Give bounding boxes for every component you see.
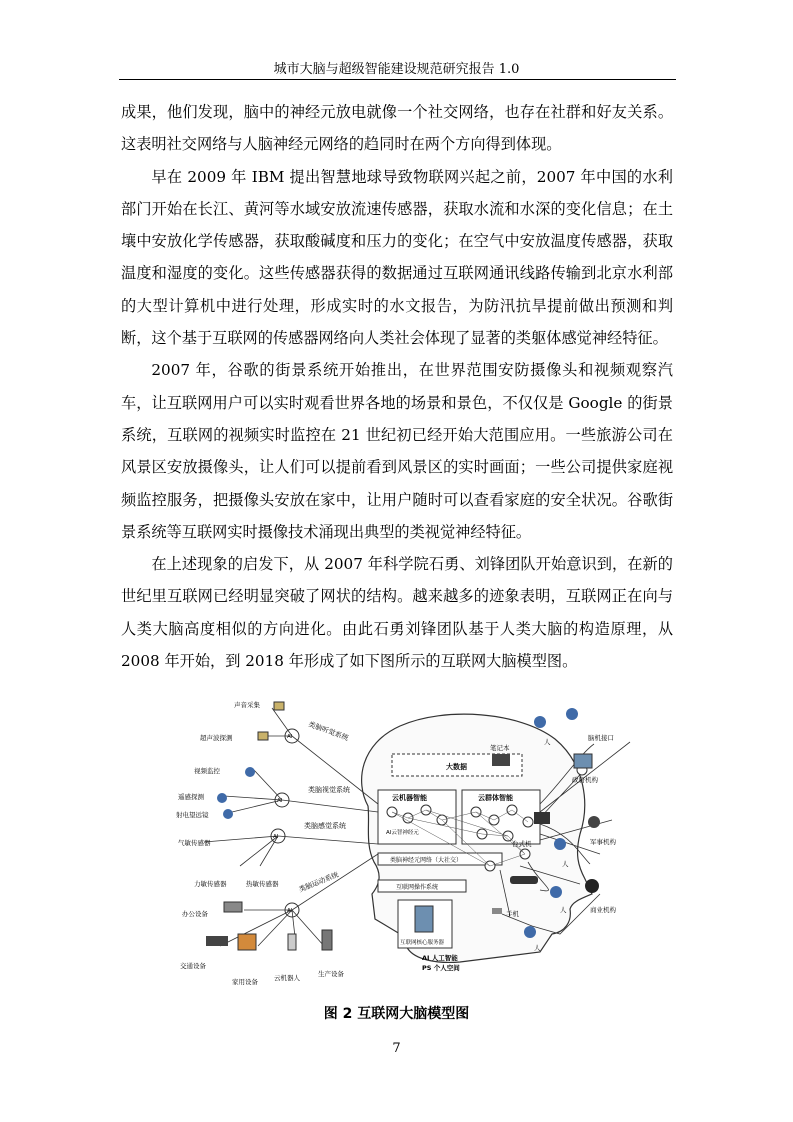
server-icon <box>415 906 433 932</box>
label-laptop: 笔记本 <box>490 744 510 752</box>
label-phone: 手机 <box>506 910 519 918</box>
label-force: 力敏传感器 <box>194 880 227 888</box>
hub-ai-1: AI <box>287 734 293 740</box>
hub-ai-4: AI <box>287 908 293 914</box>
header-rule <box>119 79 676 80</box>
neural-net-label: 类脑神经元网络（大社交） <box>390 857 463 864</box>
label-business: 商业机构 <box>590 906 616 914</box>
label-military: 军事机构 <box>590 838 616 846</box>
internet-brain-model-figure <box>160 694 640 986</box>
label-gov: 政府机构 <box>572 776 598 784</box>
label-ultrasonic: 超声波探测 <box>200 734 233 742</box>
label-sound: 声音采集 <box>234 701 260 709</box>
hub-ai-3: AI <box>273 834 279 840</box>
page-number: 7 <box>392 1041 401 1056</box>
label-robot: 云机器人 <box>274 974 300 982</box>
label-desktop: 台式机 <box>512 840 532 848</box>
label-production: 生产设备 <box>318 970 344 978</box>
legend-ps: PS 个人空间 <box>422 964 460 972</box>
label-person-1: 人 <box>544 738 551 746</box>
label-office: 办公设备 <box>182 910 208 918</box>
ai-brain-label: AI云智神经元 <box>386 830 419 836</box>
label-person-2: 人 <box>562 860 569 868</box>
paragraph-2: 早在 2009 年 IBM 提出智慧地球导致物联网兴起之前，2007 年中国的水利部门开始在长江、黄河等水域安放流速传感器，获取水流和水深的变化信息；在土壤中安放化学传感器，获取酸碱度和压力的变化；在空气中安放温度传感器，获取温度和湿度的变化。这些传感器获得的数据通过互联网通讯线路传输到北京水利部的大型计算机中进行处理，形成实时的水文报告，为防汛抗旱提前做出预测和判断，这个基于互联网的传感器网络向人类社会体现了显著的类躯体感觉神经特征。 <box>121 167 673 348</box>
core-server-label: 互联网核心服务器 <box>400 940 445 946</box>
label-video: 视频监控 <box>194 767 220 775</box>
label-home: 家用设备 <box>232 978 258 986</box>
system-labels <box>297 719 350 893</box>
label-sensory: 类脑感觉系统 <box>304 822 346 830</box>
label-telescope: 射电望远镜 <box>176 811 209 819</box>
left-hubs <box>271 729 299 917</box>
label-person-4: 人 <box>534 944 541 952</box>
paragraph-4: 在上述现象的启发下，从 2007 年科学院石勇、刘锋团队开始意识到，在新的世纪里互联网已经明显突破了网状的结构。越来越多的迹象表明，互联网正在向与人类大脑高度相似的方向进化。由此石勇刘锋团队基于人类大脑的构造原理，从 2008 年开始，到 2018 年形成了如下图所示的互联网大脑模型图。 <box>121 555 673 671</box>
paragraph-3: 2007 年，谷歌的街景系统开始推出，在世界范围安防摄像头和视频观察汽车，让互联网用户可以实时观看世界各地的场景和景色，不仅仅是 Google 的街景系统，互联网的视频实时监控在 21 世纪初已经开始大范围应用。一些旅游公司在风景区安放摄像头，让人们可以提前看到风景区的实时画面；一些公司提供家庭视频监控服务，把摄像头安放在家中，让用户随时可以查看家庭的安全状况。谷歌街景系统等互联网实时摄像技术涌现出典型的类视觉神经特征。 <box>121 361 673 541</box>
label-visual: 类脑视觉系统 <box>308 786 350 794</box>
label-auditory: 类脑听觉系统 <box>307 720 350 743</box>
label-person-3: 人 <box>560 906 567 914</box>
figure-caption: 图 2 互联网大脑模型图 <box>323 1006 470 1022</box>
bigdata-label: 大数据 <box>446 763 467 771</box>
label-heat: 热敏传感器 <box>246 880 279 888</box>
label-gas: 气敏传感器 <box>178 839 211 847</box>
label-traffic: 交通设备 <box>180 962 206 970</box>
cloud-group-label: 云群体智能 <box>478 794 513 802</box>
running-header: 城市大脑与超级智能建设规范研究报告 1.0 <box>273 62 520 77</box>
cloud-machine-label: 云机器智能 <box>392 794 427 802</box>
label-bci: 脑机接口 <box>588 734 614 742</box>
label-motor: 类脑运动系统 <box>297 870 340 894</box>
label-remote: 遥感探测 <box>178 793 204 801</box>
os-label: 互联网操作系统 <box>396 884 439 891</box>
body-text <box>121 96 673 677</box>
hub-ai-2: AI <box>277 798 283 804</box>
paragraph-1: 成果，他们发现，脑中的神经元放电就像一个社交网络，也存在社群和好友关系。这表明社交网络与人脑神经元网络的趋同时在两个方向得到体现。 <box>121 103 673 154</box>
legend-ai: AI 人工智能 <box>422 954 458 962</box>
